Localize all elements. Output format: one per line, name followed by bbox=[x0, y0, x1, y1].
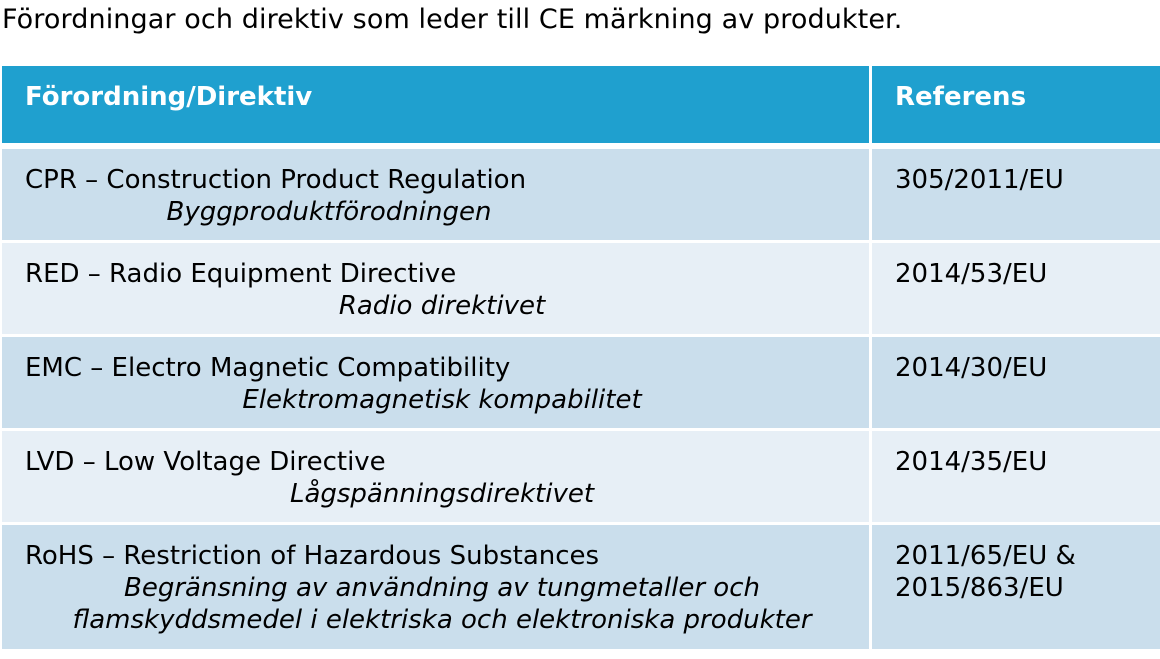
directive-swedish-name: Elektromagnetisk kompabilitet bbox=[242, 385, 642, 415]
directive-cell bbox=[2, 431, 869, 522]
page-title: Förordningar och direktiv som leder till CE märkning av produkter. bbox=[2, 4, 903, 35]
table-row bbox=[2, 431, 1160, 522]
directive-cell bbox=[2, 149, 869, 240]
directive-swedish-name: Radio direktivet bbox=[338, 291, 546, 321]
table-header-row bbox=[2, 66, 1160, 143]
directive-swedish-name-line-1: Begränsning av användning av tungmetaller och bbox=[124, 573, 760, 603]
reference-cell bbox=[872, 525, 1160, 649]
table-row bbox=[2, 243, 1160, 334]
reference-line-2: 2015/863/EU bbox=[895, 573, 1064, 603]
directive-name: RED – Radio Equipment Directive bbox=[25, 259, 457, 289]
reference-cell: 305/2011/EU bbox=[872, 149, 1160, 240]
directives-table bbox=[2, 66, 1160, 652]
directive-name: CPR – Construction Product Regulation bbox=[25, 165, 527, 195]
table-row bbox=[2, 149, 1160, 240]
reference-cell: 2014/53/EU bbox=[872, 243, 1160, 334]
directive-name: RoHS – Restriction of Hazardous Substances bbox=[25, 541, 600, 571]
reference-line-1: 2011/65/EU & bbox=[895, 541, 1076, 571]
table-row bbox=[2, 525, 1160, 649]
directive-cell bbox=[2, 337, 869, 428]
directive-cell bbox=[2, 525, 869, 649]
directive-cell bbox=[2, 243, 869, 334]
column-header-directive: Förordning/Direktiv bbox=[2, 66, 869, 143]
column-header-reference: Referens bbox=[872, 66, 1160, 143]
directive-swedish-name-line-2: flamskyddsmedel i elektriska och elektroniska produkter bbox=[72, 605, 812, 635]
directive-name: EMC – Electro Magnetic Compatibility bbox=[25, 353, 511, 383]
directive-swedish-name: Lågspänningsdirektivet bbox=[289, 479, 595, 509]
reference-cell: 2014/30/EU bbox=[872, 337, 1160, 428]
reference-cell: 2014/35/EU bbox=[872, 431, 1160, 522]
directive-name: LVD – Low Voltage Directive bbox=[25, 447, 386, 477]
table-row bbox=[2, 337, 1160, 428]
directive-swedish-name: Byggproduktförodningen bbox=[166, 197, 492, 227]
